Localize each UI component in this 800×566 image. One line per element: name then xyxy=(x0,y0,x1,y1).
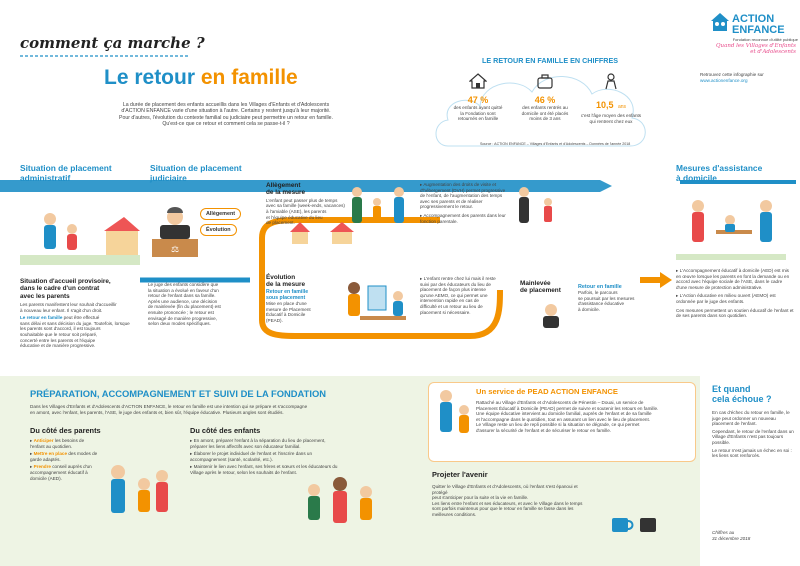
highlight-text: Le retour en famille xyxy=(20,315,63,321)
title-line: Évolution xyxy=(266,274,296,281)
mesures-item: Ces mesures permettent un soutien éducatif de l'enfant et de ses parents dans son quotidien. xyxy=(676,307,794,319)
title-line: Allègement xyxy=(266,182,301,189)
family-illustration xyxy=(20,205,140,265)
body-line: sont parfois maintenus pour que le retour en famille se fasse dans les meilleures conditions. xyxy=(432,506,574,517)
pead-illustration xyxy=(434,386,474,450)
stat-line: la Fondation sont xyxy=(460,110,496,116)
page-title xyxy=(104,66,298,90)
logo-slogan xyxy=(700,43,796,56)
intro-text xyxy=(36,102,416,128)
body-line: L'enfant peut passer plus de temps xyxy=(266,197,338,203)
prep-title: PRÉPARATION, ACCOMPAGNEMENT ET SUIVI DE LA FONDATION xyxy=(30,388,327,399)
logo-subtitle: Fondation reconnue d'utilité publique xyxy=(732,37,798,42)
parents-item: ▸ Anticiper les besoins de l'enfant au quotidien. xyxy=(30,438,85,449)
stats-source: Source : ACTION ENFANCE – Villages d'Enfants et d'Adolescents – Données de l'année 2018 xyxy=(480,142,631,146)
logo-block xyxy=(680,0,800,110)
logo-house-icon xyxy=(710,12,730,32)
logo-name-line2: ENFANCE xyxy=(732,24,785,36)
subhead-line: avec les parents xyxy=(20,292,70,300)
body-line: mesure de Placement xyxy=(266,306,311,312)
body-line: Placement Éducatif à Domicile (PEAD) permet de suivre et soutenir les retours en famille. xyxy=(476,405,659,411)
body-line: Rattaché au Village d'Enfants et d'Adolescents de Pénestin – Douai, un service de xyxy=(476,400,644,405)
item-text: conseil auprès d'un accompagnement éducatif à domicile (AED). xyxy=(30,464,92,481)
item-label: Anticiper xyxy=(33,438,54,443)
body-line: la situation a évolué en faveur d'un xyxy=(148,287,219,293)
body-text: En cas d'échec du retour en famille, le juge peut ordonner un nouveau placement de l'enfant. xyxy=(712,410,790,427)
projeter-title: Projeter l'avenir xyxy=(432,470,488,479)
body-text: L'Action éducative en milieu ouvert (AEMO) est ordonnée par le juge des enfants. xyxy=(676,293,776,304)
enfants-item: ▸ Élaborer le projet individuel de l'enfant et l'inscrire dans un accompagnement (santé, scolarité, etc.). xyxy=(190,451,313,462)
body-line: de placement. xyxy=(266,220,295,226)
echoue-note xyxy=(712,530,794,541)
intro-line: Pour d'autres, l'évolution du contexte familial ou judiciaire peut permettre un retour en famille. xyxy=(119,114,333,121)
children-group-illustration xyxy=(300,476,390,546)
judge-icon xyxy=(150,205,200,260)
title-line: de la mesure xyxy=(266,281,306,289)
title-line: Mesures d'assistance xyxy=(676,163,763,173)
item-text: Élaborer le projet individuel de l'enfant et l'inscrire dans un accompagnement (santé, scolarité, etc.). xyxy=(190,451,313,462)
enfants-item: ▸ En amont, préparer l'enfant à la séparation du lieu de placement, préparer les liens affectifs avec son éducateur familial. xyxy=(190,438,326,449)
body-line: et l'équipe éducative du lieu xyxy=(266,214,323,220)
svg-text:⚖: ⚖ xyxy=(170,245,180,255)
admin-subhead xyxy=(20,278,140,300)
title-line: Mainlevée xyxy=(520,280,551,287)
mesures-body xyxy=(676,268,794,319)
title-line: de la mesure xyxy=(266,189,306,197)
intro-line: La durée de placement des enfants accueillis dans les Villages d'Enfants et d'Adolescents xyxy=(122,102,330,108)
tagline: comment ça marche ? xyxy=(20,34,205,52)
sub-line: sous placement xyxy=(266,295,306,302)
body-text: Le retour n'est jamais un échec en soi : les liens sont renforcés. xyxy=(712,447,792,459)
body-line: Une équipe éducative intervient au domicile familial, auprès de l'enfant et de sa famille xyxy=(476,411,652,417)
note-line: 31 décembre 2018 xyxy=(712,535,751,541)
echoue-title xyxy=(712,384,772,404)
body-line: (PEAD). xyxy=(266,318,283,323)
stat-house xyxy=(448,72,508,122)
stat-suitcase xyxy=(514,72,576,122)
retour-body xyxy=(578,290,658,312)
stats-title: LE RETOUR EN FAMILLE EN CHIFFRES xyxy=(482,56,619,65)
stat-line: c'est l'âge moyen des enfants xyxy=(580,113,642,118)
body-line: Après une audience, une décision xyxy=(148,298,218,304)
body-line: envisagé de manière progressive, xyxy=(148,315,217,321)
intro-line: d'ACTION ENFANCE varie d'une situation à l'autre. Certains y restent jusqu'à leur majorité. xyxy=(121,108,331,115)
title-line: Situation de placement xyxy=(150,163,242,173)
pead-body xyxy=(476,400,692,434)
admin-title xyxy=(20,164,140,183)
suitcase-icon xyxy=(536,72,554,90)
note-line: Chiffres au xyxy=(712,530,735,535)
body-line: selon deux modes spécifiques. xyxy=(148,321,211,327)
subhead-line: Situation d'accueil provisoire, xyxy=(20,278,111,285)
bullet-text: L'enfant rentre chez lui mais il reste suivi par des éducateurs du lieu de placement de façon plus intense qu'une AEMO, ce qui permet une intervention rapide en cas de difficulté et un retour au lieu de placement si nécessaire. xyxy=(420,276,496,315)
coffee-cups-illustration xyxy=(606,508,666,538)
slogan-line: Quand les Villages d'Enfants xyxy=(716,43,796,49)
stat-value: 46 % xyxy=(534,95,556,105)
bullets-top xyxy=(420,182,506,224)
bullet-text: Accompagnement des parents dans leur fonction parentale. xyxy=(420,212,506,224)
sub-line: Retour en famille xyxy=(266,288,309,295)
body-line: à l'amiable (ASE), les parents xyxy=(266,209,327,214)
body-line: Éducatif à Domicile xyxy=(266,312,306,318)
prep-intro xyxy=(30,404,440,415)
retour-label: Retour en famille xyxy=(578,284,622,290)
subhead-line: dans le cadre d'un contrat xyxy=(20,285,100,293)
stat-age xyxy=(580,72,642,124)
body-line: se poursuit par les mesures xyxy=(578,295,635,301)
title-line: de placement xyxy=(520,287,561,295)
body-line: sans délai et sans décision du juge. Toutefois, lorsque xyxy=(20,320,130,326)
mesures-title xyxy=(676,164,796,183)
title-line: à domicile xyxy=(676,172,717,183)
intro-line: Qu'est-ce que ce retour et comment cela se passe-t-il ? xyxy=(162,121,290,128)
body-line: peut s'anticiper pour la suite et la vie en famille. xyxy=(432,495,529,501)
body-line: d'assurer la sécurité de l'enfant et de sécuriser le retour en famille. xyxy=(476,427,612,433)
body-line: ensuite prononcée ; le retour est xyxy=(148,309,214,315)
mainlevee-title xyxy=(520,280,580,295)
admin-body xyxy=(20,302,148,349)
stat-line: des enfants ayant quitté xyxy=(453,105,503,110)
stat-line: moins de 3 ans xyxy=(529,116,561,122)
body-line: retour de l'enfant dans sa famille. xyxy=(148,293,216,299)
parents-list xyxy=(30,438,100,481)
body-line: Les liens entre l'enfant et ses éducateurs, et avec le Village dans le temps xyxy=(432,500,583,506)
body-line: à nouveau leur enfant. Il s'agit d'un droit. xyxy=(20,307,103,313)
body-line: Les parents manifestent leur souhait d'accueillir xyxy=(20,302,117,307)
homework-illustration xyxy=(338,276,418,336)
body-line: et l'accompagne dans le quotidien, tout en assurant un lien avec le lieu de placement. xyxy=(476,416,651,422)
bullets-mid: ▸ L'enfant rentre chez lui mais il reste suivi par des éducateurs du lieu de placement de façon plus intense qu'une AEMO, ce qui permet une intervention rapide en cas de difficulté et un retour au lieu de placement si nécessaire. xyxy=(420,276,496,315)
stat-line: retournés en famille xyxy=(457,116,499,122)
intro-line: en amont, avec l'enfant, les parents, l'ASE, le juge des enfants et, bien sûr, l'équipe éducative. Plusieurs angles sont étudiés. xyxy=(30,409,284,415)
bullet-item: ▸ Augmentation des droits de visite et d'hébergement (DVH) permet progressive de l'enfant, de l'augmentation des temps avec ses parents et de réaliser progressivement le retour. xyxy=(420,182,506,210)
stat-line: des enfants rentrés au xyxy=(522,105,568,110)
evolution-sub xyxy=(266,289,336,301)
body-text: Cependant, le retour de l'enfant dans un Village d'Enfants n'est pas toujours possible. xyxy=(712,428,794,445)
body-line: Le Village reste un lieu de repli possible si la situation se dégrade, ce qui permet xyxy=(476,422,640,428)
projeter-body xyxy=(432,484,592,518)
body-line: éducative et de manière progressive. xyxy=(20,343,96,349)
highlight-rest: peut être effectué xyxy=(63,315,100,321)
evolution-title xyxy=(266,274,336,289)
title-line: Situation de placement xyxy=(20,163,112,173)
title-line: cela échoue ? xyxy=(712,394,772,404)
parents-item: ▸ Mettre en place des modes de garde adaptés. xyxy=(30,451,98,462)
stat-line: domicile ont été placés xyxy=(521,110,569,116)
logo-name-line1: ACTION xyxy=(732,13,775,25)
echoue-body xyxy=(712,410,794,459)
item-text: En amont, préparer l'enfant à la séparation du lieu de placement, préparer les liens affectifs avec son éducateur familial. xyxy=(190,438,326,449)
item-label: Mettre en place xyxy=(33,451,68,457)
body-line: souhaitable que le retour soit préparé, xyxy=(20,331,98,337)
bullet-item: ▸ Accompagnement des parents dans leur fonction parentale. xyxy=(420,212,506,224)
title-part1: Le retour xyxy=(104,66,196,89)
slogan-line: et d'Adolescents xyxy=(750,49,796,56)
badge-allegement xyxy=(200,208,241,220)
home-visit-illustration xyxy=(676,196,786,262)
parents-illustration xyxy=(100,460,176,540)
bullet-text: Augmentation des droits de visite et d'hébergement (DVH) permet progressive de l'enfant, de l'augmentation des temps avec ses parents et de réaliser progressivement le retour. xyxy=(420,182,506,210)
body-line: à domicile. xyxy=(578,306,600,312)
title-line: administratif xyxy=(20,172,71,183)
pead-title: Un service de PEAD ACTION ENFANCE xyxy=(476,387,618,396)
logo-info xyxy=(700,72,796,83)
parents-title: Du côté des parents xyxy=(30,426,101,435)
body-line: Quitter le Village d'Enfants et d'Adolescents, où l'enfant s'est épanoui et protégé xyxy=(432,484,578,495)
enfants-item: ▸ Maintenir le lien avec l'enfant, ses frères et sœurs et les éducateurs du Village après le retour, selon les souhaits de l'enfant. xyxy=(190,464,338,475)
mainlevee-retour xyxy=(578,284,658,312)
stat-value: 47 % xyxy=(467,95,489,105)
body-line: de mainlevée (fin du placement) est xyxy=(148,304,221,310)
children-playing-illustration xyxy=(510,184,570,240)
item-text: des modes de garde adaptés. xyxy=(30,451,98,462)
body-line: Mise en place d'une xyxy=(266,301,307,307)
body-line: Parfois, le parcours xyxy=(578,290,618,295)
title-line: Et quand xyxy=(712,384,751,394)
info-line: Retrouvez cette infographie sur xyxy=(700,72,764,77)
parents-item: ▸ Prendre conseil auprès d'un accompagnement éducatif à domicile (AED). xyxy=(30,464,92,481)
stat-value: 10,5 xyxy=(595,100,614,110)
stat-value-wrap xyxy=(580,95,642,113)
title-line: judiciaire xyxy=(150,172,187,183)
body-line: avec sa famille (week-ends, vacances) xyxy=(266,203,345,209)
judiciaire-title xyxy=(150,164,270,183)
stat-desc xyxy=(448,105,508,122)
title-part2: en famille xyxy=(200,66,298,89)
badge-label: Allègement xyxy=(206,211,236,217)
body-line: d'assistance éducative xyxy=(578,301,625,307)
judge-small-icon xyxy=(538,302,564,330)
website-link[interactable]: www.actionenfance.org xyxy=(700,77,748,83)
family-walking-illustration xyxy=(345,184,415,240)
mesures-item: ▸ L'Accompagnement éducatif à domicile (AED) est mis en œuvre lorsque les parents en font la demande ou en accord avec l'équipe sociale de l'ASE, dans le cadre d'une mesure de protection administrative. xyxy=(676,268,790,290)
enfants-list xyxy=(190,438,340,476)
stat-desc xyxy=(514,105,576,122)
dashed-underline xyxy=(20,54,190,58)
evolution-body xyxy=(266,301,336,323)
judiciaire-body xyxy=(148,282,258,327)
item-text: Maintenir le lien avec l'enfant, ses frères et sœurs et les éducateurs du Village après le retour, selon les souhaits de l'enfant. xyxy=(190,464,338,475)
house-icon xyxy=(469,72,487,90)
allegement-title xyxy=(266,182,346,197)
badge-evolution xyxy=(200,224,237,236)
body-line: concerté entre les parents et l'équipe xyxy=(20,337,96,343)
body-line: Le juge des enfants considère que xyxy=(148,282,219,287)
evolution-block xyxy=(266,274,336,324)
stat-unit: ans xyxy=(617,104,627,110)
stat-line: qui rentrent chez eux xyxy=(589,118,633,124)
body-line: les parents sont d'accord, il est toujours xyxy=(20,326,101,332)
enfants-title: Du côté des enfants xyxy=(190,426,261,435)
stat-desc xyxy=(580,113,642,124)
mesures-item: ▸ L'Action éducative en milieu ouvert (AEMO) est ordonnée par le juge des enfants. xyxy=(676,293,776,304)
item-text: les besoins de l'enfant au quotidien. xyxy=(30,438,85,449)
intro-line: Dans les Villages d'Enfants et d'Adolescents d'ACTION ENFANCE, le retour en famille est une intention qui se prépare et s'accompagne xyxy=(30,404,308,409)
badge-label: Évolution xyxy=(206,227,231,233)
item-label: Prendre xyxy=(33,464,51,470)
body-text: L'Accompagnement éducatif à domicile (AED) est mis en œuvre lorsque les parents en font la demande ou en accord avec l'équipe sociale de l'ASE, dans le cadre d'une mesure de protection administrative. xyxy=(676,268,790,290)
child-icon xyxy=(602,72,620,90)
